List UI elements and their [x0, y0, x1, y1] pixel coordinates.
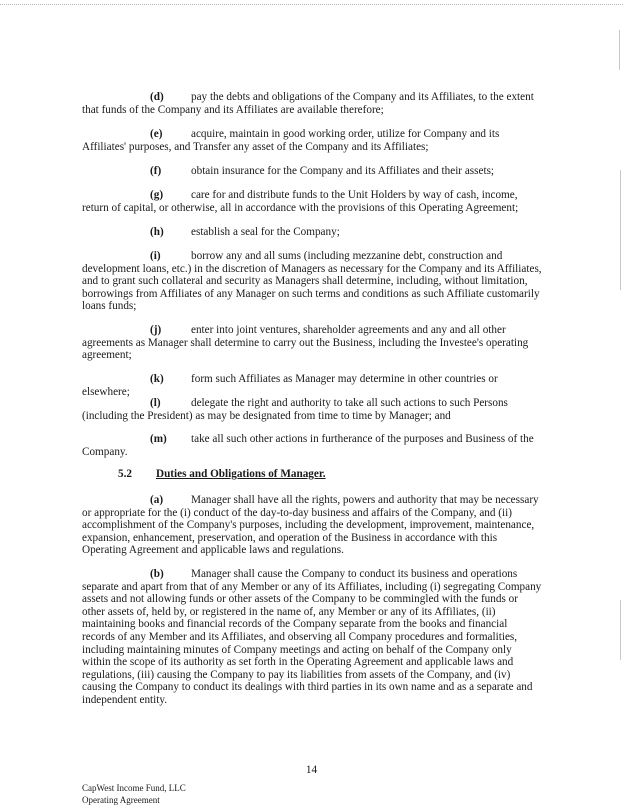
list-item-l: [82, 397, 542, 422]
section-number: 5.2: [118, 468, 132, 480]
item-text: form such Affiliates as Manager may determine in other countries or elsewhere;: [82, 373, 498, 398]
page-number: 14: [305, 764, 318, 776]
item-text: delegate the right and authority to take all such actions to such Persons (including the President) as may be designated from time to time by Manager; and: [82, 397, 508, 422]
item-text: acquire, maintain in good working order, utilize for Company and its Affiliates' purposes, and Transfer any asset of the Company and its Affiliates;: [82, 128, 500, 153]
list-item-m: [82, 433, 542, 458]
item-text: borrow any and all sums (including mezzanine debt, construction and development loans, etc.) in the discretion of Managers as necessary for the Company and its Affiliates, and to grant such collateral and security as Managers shall determine, including, without limitation, borrowings from Affiliates of any Manager on such terms and conditions as such Affiliate customarily loans funds;: [82, 250, 542, 313]
item-label: (j): [150, 324, 162, 336]
list-item-d: [82, 91, 542, 116]
section-title: Duties and Obligations of Manager.: [156, 468, 326, 480]
item-label: (a): [150, 494, 164, 506]
section-heading: [118, 468, 326, 480]
footer-document-name: Operating Agreement: [82, 795, 160, 805]
list-item-j: [82, 324, 542, 362]
item-text: care for and distribute funds to the Unit Holders by way of cash, income, return of capital, or otherwise, all in accordance with the provisions of this Operating Agreement;: [82, 189, 519, 214]
scan-right-edge-mark: [619, 30, 620, 70]
item-label: (e): [150, 128, 163, 140]
item-label: (f): [150, 165, 162, 177]
item-text: Manager shall have all the rights, powers and authority that may be necessary or appropriate for the (i) conduct of the day-to-day business and affairs of the Company, and (ii) accomplishment of the Company's purposes, including the development, improvement, maintenance, expansion, enhancement, preservation, and operation of the Business in accordance with this Operating Agreement and applicable laws and regulations.: [82, 494, 539, 557]
item-label: (i): [150, 250, 161, 262]
item-label: (g): [150, 189, 164, 201]
item-text: Manager shall cause the Company to conduct its business and operations separate and apart from that of any Member or any of its Affiliates, including (i) segregating Company assets and not allowing funds or other assets of the Company to be commingled with the funds or other assets of, held by, or registered in the name of, any Member or any of its Affiliates, (ii) maintaining books and financial records of the Company separate from the books and financial records of any Member and its Affiliates, and observing all Company procedures and formalities, including maintaining minutes of Company meetings and acting on behalf of the Company only within the scope of its authority as set forth in the Operating Agreement and applicable laws and regulations, (iii) causing the Company to pay its liabilities from assets of the Company, and (iv) causing the Company to conduct its dealings with third parties in its own name and as a separate and independent entity.: [82, 568, 542, 706]
list-item-f: [82, 165, 542, 178]
section-item-b: [82, 568, 542, 707]
item-text: establish a seal for the Company;: [191, 226, 340, 238]
list-item-k: [82, 373, 542, 398]
item-label: (h): [150, 226, 164, 238]
list-item-i: [82, 250, 542, 313]
scan-right-edge-mark: [620, 600, 621, 660]
item-label: (d): [150, 91, 164, 103]
item-text: enter into joint ventures, shareholder agreements and any and all other agreements as Manager shall determine to carry out the Business, including the Investee's operating agreement;: [82, 324, 529, 362]
item-label: (m): [150, 433, 167, 445]
scan-top-edge: [0, 4, 623, 5]
item-label: (k): [150, 373, 164, 385]
item-text: take all such other actions in furtherance of the purposes and Business of the Company.: [82, 433, 534, 458]
scan-right-edge-mark: [620, 170, 621, 290]
item-text: pay the debts and obligations of the Company and its Affiliates, to the extent that funds of the Company and its Affiliates are available therefore;: [82, 91, 534, 116]
section-item-a: [82, 494, 542, 557]
item-text: obtain insurance for the Company and its Affiliates and their assets;: [191, 165, 495, 177]
list-item-h: [82, 226, 542, 239]
list-item-e: [82, 128, 542, 153]
footer-fund-name: CapWest Income Fund, LLC: [82, 783, 186, 793]
item-label: (l): [150, 397, 161, 409]
item-label: (b): [150, 568, 164, 580]
list-item-g: [82, 189, 542, 214]
